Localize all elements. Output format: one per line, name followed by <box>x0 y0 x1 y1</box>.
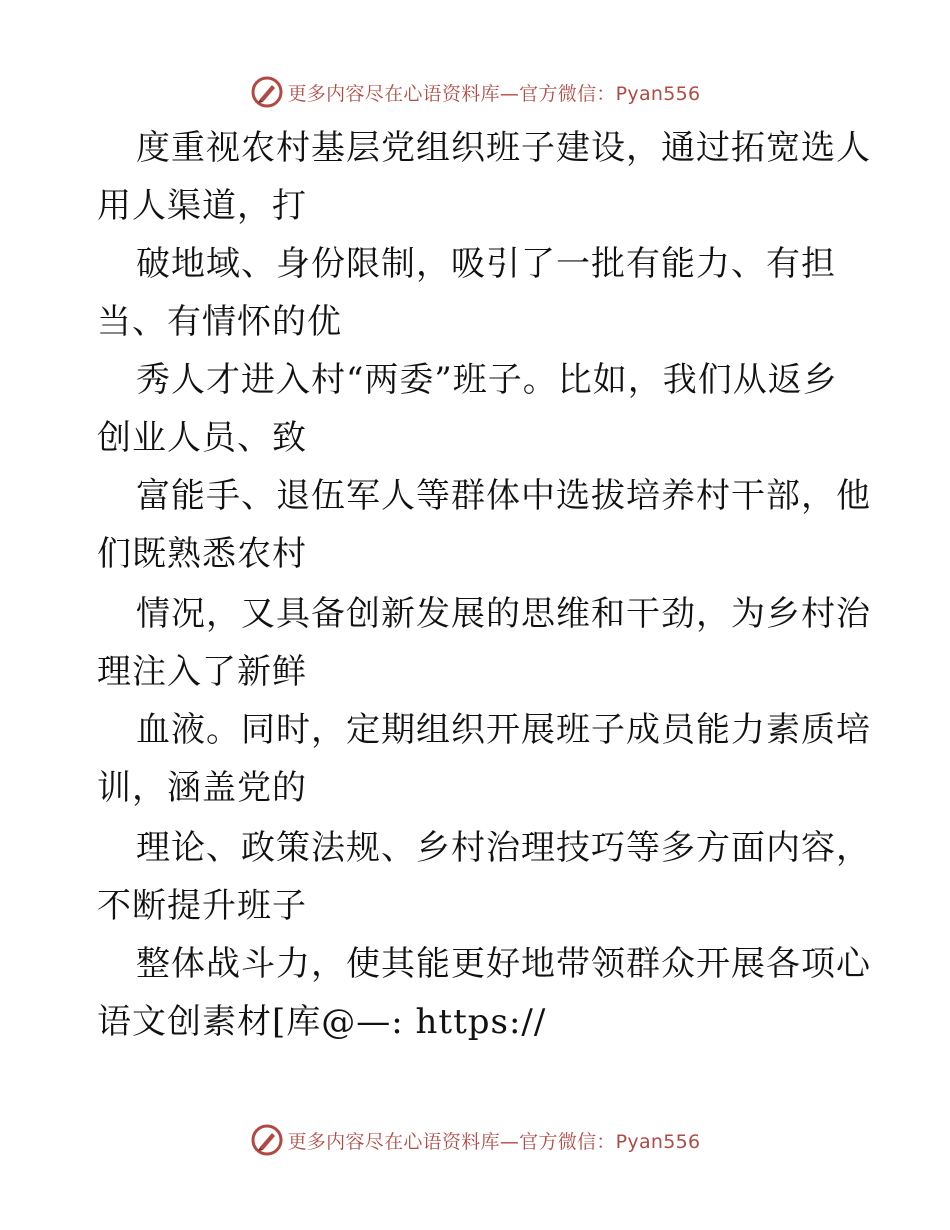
text-line: 训，涵盖党的 <box>97 768 307 808</box>
text-line: 不断提升班子 <box>97 886 307 926</box>
text-line: 用人渠道，打 <box>97 186 307 226</box>
text-line: 情况，又具备创新发展的思维和干劲，为乡村治 <box>136 594 871 634</box>
text-line: 当、有情怀的优 <box>97 302 342 342</box>
text-line: 语文创素材[库@—: https:// <box>97 1002 547 1042</box>
text-line: 整体战斗力，使其能更好地带领群众开展各项心 <box>136 944 871 984</box>
footer-watermark-text: 更多内容尽在心语资料库—官方微信：Pyan556 <box>287 1130 701 1153</box>
header-watermark-text: 更多内容尽在心语资料库—官方微信：Pyan556 <box>287 82 701 105</box>
text-line: 度重视农村基层党组织班子建设，通过拓宽选人 <box>136 128 871 168</box>
text-line: 富能手、退伍军人等群体中选拔培养村干部，他 <box>136 476 871 516</box>
text-line: 血液。同时，定期组织开展班子成员能力素质培 <box>136 710 871 750</box>
header-watermark <box>0 72 950 112</box>
text-line: 理注入了新鲜 <box>97 652 307 692</box>
footer-watermark <box>0 1120 950 1160</box>
text-line: 们既熟悉农村 <box>97 534 307 574</box>
text-line: 秀人才进入村“两委”班子。比如，我们从返乡 <box>136 360 838 400</box>
text-line: 创业人员、致 <box>97 418 307 458</box>
pen-logo-icon <box>250 75 284 109</box>
text-line: 理论、政策法规、乡村治理技巧等多方面内容， <box>136 828 871 868</box>
pen-logo-icon <box>250 1123 284 1157</box>
text-line: 破地域、身份限制，吸引了一批有能力、有担 <box>136 244 836 284</box>
